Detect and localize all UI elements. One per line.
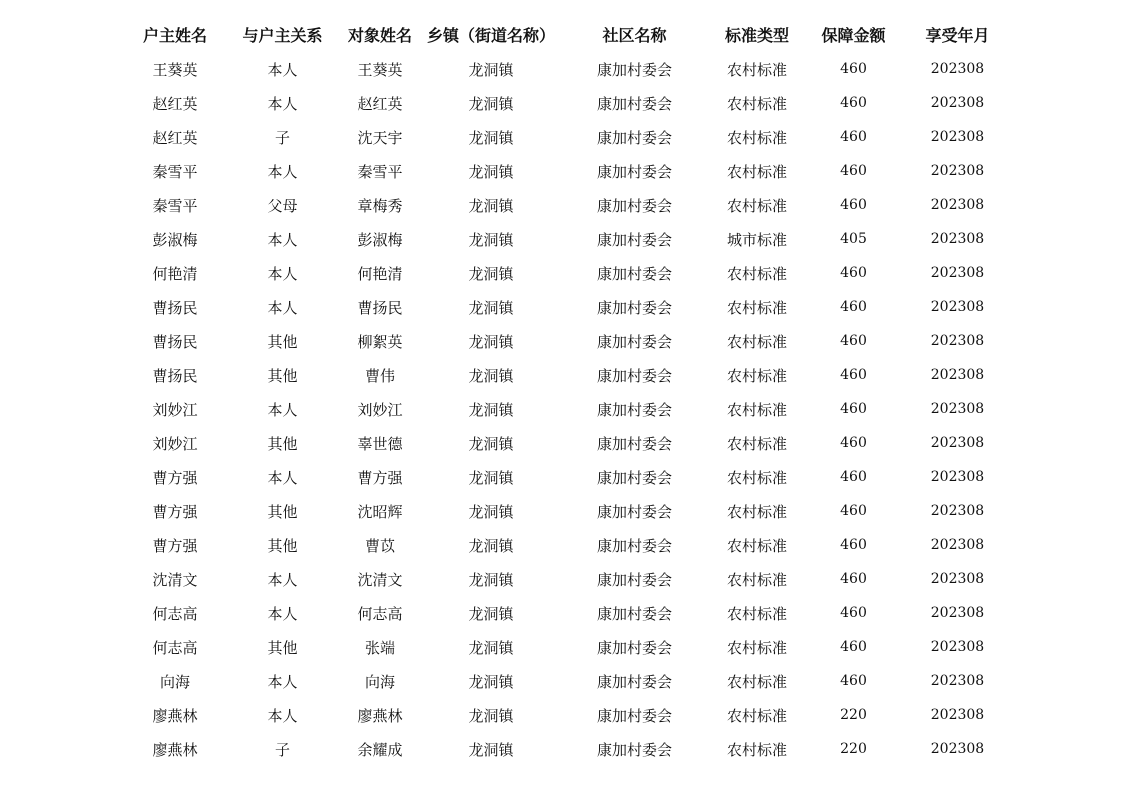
cell-township: 龙洞镇 bbox=[468, 128, 514, 147]
cell-standard-type: 农村标准 bbox=[726, 502, 787, 521]
cell-standard-type: 农村标准 bbox=[726, 468, 787, 487]
cell-relationship: 其他 bbox=[267, 434, 298, 453]
cell-recipient-name: 曹苡 bbox=[364, 536, 395, 555]
cell-recipient-name: 刘妙江 bbox=[357, 400, 403, 419]
cell-recipient-name: 彭淑梅 bbox=[357, 230, 403, 249]
cell-community: 康加村委会 bbox=[596, 468, 672, 487]
cell-recipient-name: 章梅秀 bbox=[357, 196, 403, 215]
cell-householder-name: 王葵英 bbox=[152, 60, 198, 79]
table-row bbox=[120, 596, 1010, 630]
cell-relationship: 本人 bbox=[267, 570, 298, 589]
cell-householder-name: 曹方强 bbox=[152, 468, 198, 487]
cell-householder-name: 曹扬民 bbox=[152, 298, 198, 317]
cell-standard-type: 农村标准 bbox=[726, 332, 787, 351]
cell-standard-type: 农村标准 bbox=[726, 706, 787, 725]
document-page bbox=[120, 16, 1010, 766]
cell-amount: 460 bbox=[840, 605, 867, 621]
cell-community: 康加村委会 bbox=[596, 128, 672, 147]
cell-householder-name: 刘妙江 bbox=[152, 400, 198, 419]
cell-standard-type: 农村标准 bbox=[726, 264, 787, 283]
cell-amount: 460 bbox=[840, 163, 867, 179]
cell-relationship: 本人 bbox=[267, 60, 298, 79]
cell-relationship: 本人 bbox=[267, 298, 298, 317]
cell-recipient-name: 王葵英 bbox=[357, 60, 403, 79]
cell-householder-name: 沈清文 bbox=[152, 570, 198, 589]
cell-householder-name: 赵红英 bbox=[152, 128, 198, 147]
table-row bbox=[120, 324, 1010, 358]
cell-township: 龙洞镇 bbox=[468, 162, 514, 181]
table-row bbox=[120, 52, 1010, 86]
table-row bbox=[120, 154, 1010, 188]
table-body bbox=[120, 52, 1010, 766]
cell-householder-name: 秦雪平 bbox=[152, 162, 198, 181]
cell-householder-name: 曹扬民 bbox=[152, 366, 198, 385]
cell-standard-type: 农村标准 bbox=[726, 94, 787, 113]
cell-relationship: 本人 bbox=[267, 400, 298, 419]
cell-period: 202308 bbox=[930, 197, 985, 213]
cell-householder-name: 何志高 bbox=[152, 638, 198, 657]
header-period: 享受年月 bbox=[925, 25, 990, 45]
cell-period: 202308 bbox=[930, 469, 985, 485]
cell-period: 202308 bbox=[930, 299, 985, 315]
cell-period: 202308 bbox=[930, 639, 985, 655]
cell-community: 康加村委会 bbox=[596, 332, 672, 351]
cell-amount: 460 bbox=[840, 639, 867, 655]
cell-community: 康加村委会 bbox=[596, 196, 672, 215]
cell-community: 康加村委会 bbox=[596, 434, 672, 453]
cell-amount: 460 bbox=[840, 95, 867, 111]
cell-amount: 460 bbox=[840, 537, 867, 553]
cell-relationship: 父母 bbox=[267, 196, 298, 215]
cell-amount: 460 bbox=[840, 571, 867, 587]
cell-period: 202308 bbox=[930, 537, 985, 553]
cell-township: 龙洞镇 bbox=[468, 94, 514, 113]
cell-recipient-name: 柳絮英 bbox=[357, 332, 403, 351]
cell-period: 202308 bbox=[930, 163, 985, 179]
cell-community: 康加村委会 bbox=[596, 230, 672, 249]
cell-township: 龙洞镇 bbox=[468, 502, 514, 521]
cell-community: 康加村委会 bbox=[596, 604, 672, 623]
cell-relationship: 本人 bbox=[267, 672, 298, 691]
cell-period: 202308 bbox=[930, 129, 985, 145]
cell-relationship: 子 bbox=[274, 740, 290, 759]
cell-township: 龙洞镇 bbox=[468, 604, 514, 623]
cell-township: 龙洞镇 bbox=[468, 298, 514, 317]
header-community: 社区名称 bbox=[602, 25, 667, 45]
cell-relationship: 其他 bbox=[267, 366, 298, 385]
cell-amount: 460 bbox=[840, 299, 867, 315]
cell-township: 龙洞镇 bbox=[468, 400, 514, 419]
cell-householder-name: 曹方强 bbox=[152, 502, 198, 521]
cell-community: 康加村委会 bbox=[596, 570, 672, 589]
cell-householder-name: 曹方强 bbox=[152, 536, 198, 555]
cell-standard-type: 农村标准 bbox=[726, 298, 787, 317]
cell-township: 龙洞镇 bbox=[468, 264, 514, 283]
cell-period: 202308 bbox=[930, 401, 985, 417]
cell-standard-type: 农村标准 bbox=[726, 604, 787, 623]
cell-standard-type: 农村标准 bbox=[726, 434, 787, 453]
table-row bbox=[120, 392, 1010, 426]
cell-township: 龙洞镇 bbox=[468, 230, 514, 249]
cell-relationship: 其他 bbox=[267, 638, 298, 657]
header-township: 乡镇（街道名称） bbox=[426, 25, 555, 45]
cell-amount: 460 bbox=[840, 401, 867, 417]
cell-township: 龙洞镇 bbox=[468, 638, 514, 657]
cell-period: 202308 bbox=[930, 61, 985, 77]
cell-community: 康加村委会 bbox=[596, 502, 672, 521]
cell-township: 龙洞镇 bbox=[468, 570, 514, 589]
cell-householder-name: 彭淑梅 bbox=[152, 230, 198, 249]
cell-amount: 460 bbox=[840, 197, 867, 213]
cell-standard-type: 农村标准 bbox=[726, 162, 787, 181]
cell-amount: 460 bbox=[840, 469, 867, 485]
cell-community: 康加村委会 bbox=[596, 536, 672, 555]
cell-recipient-name: 张端 bbox=[364, 638, 395, 657]
table-row bbox=[120, 460, 1010, 494]
cell-standard-type: 农村标准 bbox=[726, 740, 787, 759]
table-row bbox=[120, 528, 1010, 562]
cell-community: 康加村委会 bbox=[596, 366, 672, 385]
cell-amount: 460 bbox=[840, 265, 867, 281]
table-row bbox=[120, 358, 1010, 392]
cell-householder-name: 何志高 bbox=[152, 604, 198, 623]
cell-recipient-name: 曹扬民 bbox=[357, 298, 403, 317]
header-relationship: 与户主关系 bbox=[242, 25, 323, 45]
cell-community: 康加村委会 bbox=[596, 400, 672, 419]
cell-township: 龙洞镇 bbox=[468, 332, 514, 351]
cell-township: 龙洞镇 bbox=[468, 706, 514, 725]
cell-householder-name: 曹扬民 bbox=[152, 332, 198, 351]
cell-recipient-name: 余耀成 bbox=[357, 740, 403, 759]
cell-amount: 460 bbox=[840, 673, 867, 689]
cell-community: 康加村委会 bbox=[596, 672, 672, 691]
cell-period: 202308 bbox=[930, 673, 985, 689]
table-row bbox=[120, 188, 1010, 222]
table-row bbox=[120, 562, 1010, 596]
cell-period: 202308 bbox=[930, 333, 985, 349]
cell-relationship: 子 bbox=[274, 128, 290, 147]
cell-township: 龙洞镇 bbox=[468, 468, 514, 487]
table-row bbox=[120, 732, 1010, 766]
table-row bbox=[120, 120, 1010, 154]
cell-period: 202308 bbox=[930, 503, 985, 519]
cell-householder-name: 向海 bbox=[159, 672, 190, 691]
cell-recipient-name: 秦雪平 bbox=[357, 162, 403, 181]
header-householder-name: 户主姓名 bbox=[142, 25, 207, 45]
cell-householder-name: 廖燕林 bbox=[152, 706, 198, 725]
cell-relationship: 其他 bbox=[267, 536, 298, 555]
cell-period: 202308 bbox=[930, 265, 985, 281]
cell-amount: 220 bbox=[840, 741, 867, 757]
header-amount: 保障金额 bbox=[821, 25, 886, 45]
cell-recipient-name: 曹伟 bbox=[364, 366, 395, 385]
cell-township: 龙洞镇 bbox=[468, 366, 514, 385]
cell-amount: 460 bbox=[840, 61, 867, 77]
cell-standard-type: 农村标准 bbox=[726, 570, 787, 589]
cell-period: 202308 bbox=[930, 95, 985, 111]
cell-period: 202308 bbox=[930, 605, 985, 621]
cell-township: 龙洞镇 bbox=[468, 740, 514, 759]
cell-recipient-name: 辜世德 bbox=[357, 434, 403, 453]
table-row bbox=[120, 290, 1010, 324]
table-row bbox=[120, 630, 1010, 664]
cell-recipient-name: 向海 bbox=[364, 672, 395, 691]
cell-relationship: 本人 bbox=[267, 706, 298, 725]
cell-amount: 405 bbox=[840, 231, 867, 247]
table-header-row bbox=[120, 16, 1010, 52]
cell-period: 202308 bbox=[930, 367, 985, 383]
table-row bbox=[120, 664, 1010, 698]
table-row bbox=[120, 256, 1010, 290]
table-row bbox=[120, 86, 1010, 120]
cell-amount: 460 bbox=[840, 367, 867, 383]
cell-standard-type: 农村标准 bbox=[726, 536, 787, 555]
cell-period: 202308 bbox=[930, 571, 985, 587]
cell-relationship: 本人 bbox=[267, 604, 298, 623]
cell-recipient-name: 曹方强 bbox=[357, 468, 403, 487]
cell-community: 康加村委会 bbox=[596, 264, 672, 283]
cell-community: 康加村委会 bbox=[596, 706, 672, 725]
table-row bbox=[120, 494, 1010, 528]
cell-township: 龙洞镇 bbox=[468, 196, 514, 215]
cell-recipient-name: 沈天宇 bbox=[357, 128, 403, 147]
cell-recipient-name: 赵红英 bbox=[357, 94, 403, 113]
cell-relationship: 本人 bbox=[267, 264, 298, 283]
cell-township: 龙洞镇 bbox=[468, 60, 514, 79]
cell-standard-type: 农村标准 bbox=[726, 672, 787, 691]
header-standard-type: 标准类型 bbox=[724, 25, 789, 45]
cell-period: 202308 bbox=[930, 435, 985, 451]
cell-standard-type: 城市标准 bbox=[726, 230, 787, 249]
cell-standard-type: 农村标准 bbox=[726, 400, 787, 419]
cell-standard-type: 农村标准 bbox=[726, 128, 787, 147]
cell-householder-name: 廖燕林 bbox=[152, 740, 198, 759]
cell-amount: 460 bbox=[840, 503, 867, 519]
cell-community: 康加村委会 bbox=[596, 162, 672, 181]
cell-period: 202308 bbox=[930, 741, 985, 757]
table-row bbox=[120, 698, 1010, 732]
cell-community: 康加村委会 bbox=[596, 298, 672, 317]
beneficiary-table bbox=[120, 16, 1010, 766]
header-recipient-name: 对象姓名 bbox=[347, 25, 412, 45]
cell-relationship: 其他 bbox=[267, 502, 298, 521]
cell-householder-name: 秦雪平 bbox=[152, 196, 198, 215]
cell-amount: 460 bbox=[840, 129, 867, 145]
cell-township: 龙洞镇 bbox=[468, 536, 514, 555]
cell-recipient-name: 廖燕林 bbox=[357, 706, 403, 725]
cell-recipient-name: 沈清文 bbox=[357, 570, 403, 589]
cell-township: 龙洞镇 bbox=[468, 434, 514, 453]
cell-amount: 460 bbox=[840, 333, 867, 349]
cell-recipient-name: 何志高 bbox=[357, 604, 403, 623]
cell-standard-type: 农村标准 bbox=[726, 60, 787, 79]
cell-recipient-name: 沈昭辉 bbox=[357, 502, 403, 521]
cell-community: 康加村委会 bbox=[596, 60, 672, 79]
cell-community: 康加村委会 bbox=[596, 638, 672, 657]
cell-community: 康加村委会 bbox=[596, 94, 672, 113]
cell-relationship: 本人 bbox=[267, 468, 298, 487]
table-row bbox=[120, 222, 1010, 256]
cell-period: 202308 bbox=[930, 707, 985, 723]
cell-relationship: 本人 bbox=[267, 162, 298, 181]
cell-householder-name: 何艳清 bbox=[152, 264, 198, 283]
cell-standard-type: 农村标准 bbox=[726, 196, 787, 215]
cell-township: 龙洞镇 bbox=[468, 672, 514, 691]
cell-amount: 220 bbox=[840, 707, 867, 723]
cell-amount: 460 bbox=[840, 435, 867, 451]
cell-relationship: 其他 bbox=[267, 332, 298, 351]
cell-relationship: 本人 bbox=[267, 230, 298, 249]
cell-relationship: 本人 bbox=[267, 94, 298, 113]
table-row bbox=[120, 426, 1010, 460]
cell-standard-type: 农村标准 bbox=[726, 638, 787, 657]
cell-recipient-name: 何艳清 bbox=[357, 264, 403, 283]
cell-standard-type: 农村标准 bbox=[726, 366, 787, 385]
cell-community: 康加村委会 bbox=[596, 740, 672, 759]
cell-householder-name: 刘妙江 bbox=[152, 434, 198, 453]
cell-householder-name: 赵红英 bbox=[152, 94, 198, 113]
cell-period: 202308 bbox=[930, 231, 985, 247]
